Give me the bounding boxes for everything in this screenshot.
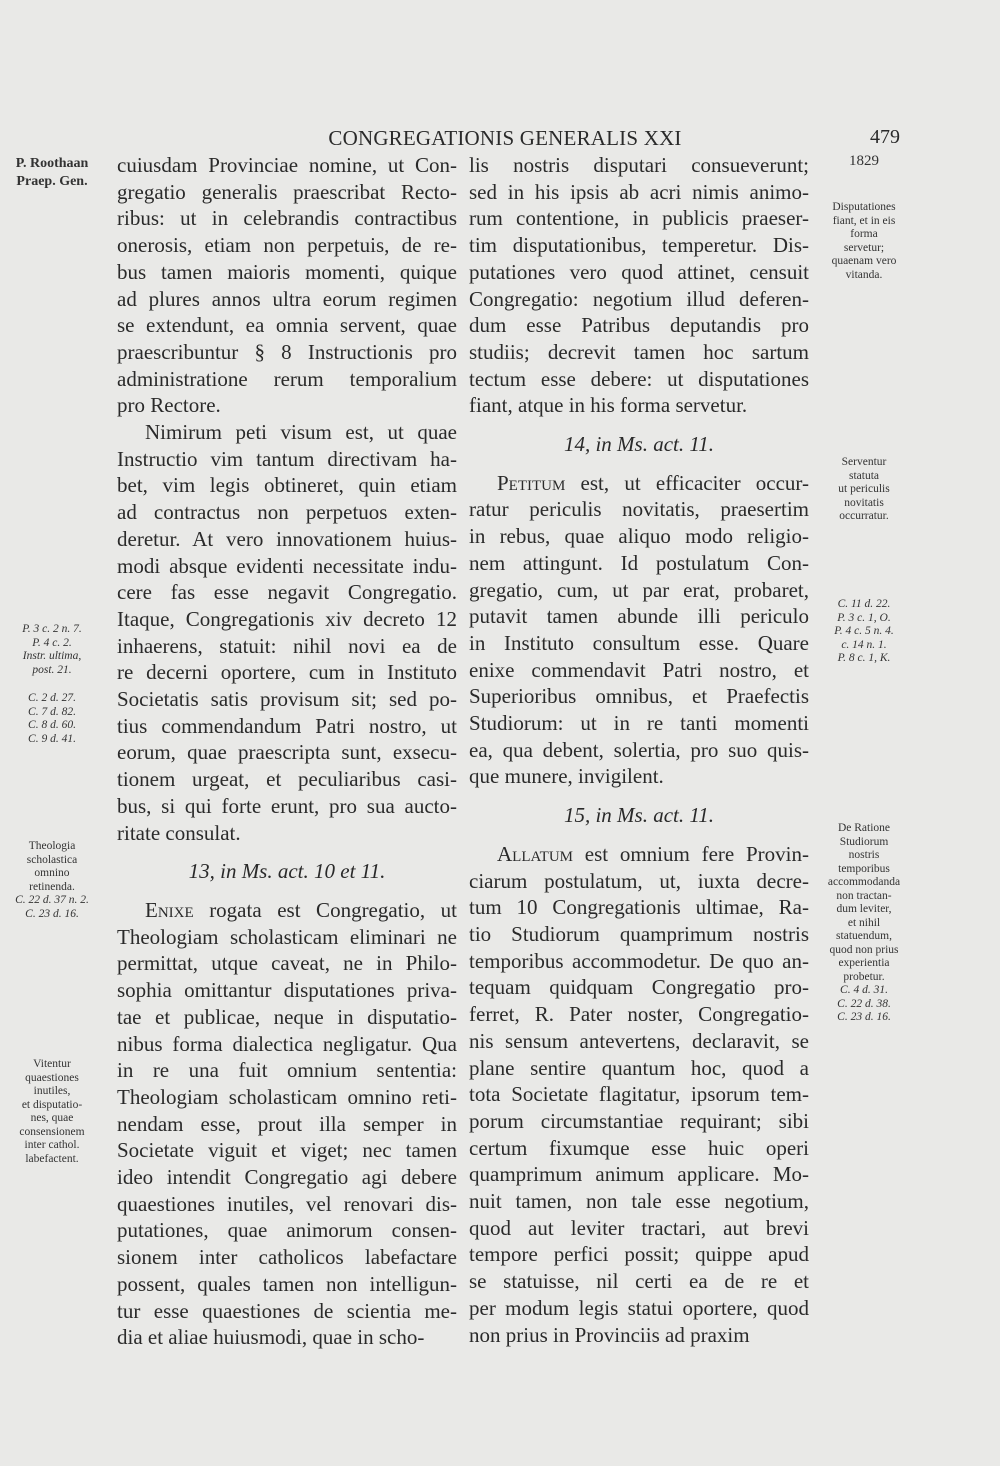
text-fragment: est omnium fere Provin-	[573, 841, 809, 866]
text-line: cuiusdam Provinciae nomine, ut Con-	[117, 153, 457, 177]
margin-line: C. 11 d. 22.	[837, 598, 891, 610]
text-line: nibus forma dialectica negligatur. Qua	[117, 1031, 457, 1056]
text-line: bet, vim legis obtineret, quin etiam	[117, 473, 457, 498]
text-line: in re una fuit omnium sententia:	[117, 1058, 457, 1083]
text-line: deretur. At vero innovationem huius-	[117, 526, 457, 551]
running-title: CONGREGATIONIS GENERALIS XXI	[328, 126, 682, 150]
text-line: ratur periculis novitatis, praesertim	[469, 497, 809, 522]
text-line: Societatis satis provisum sit; sed po-	[117, 687, 457, 712]
text-line: eorum, quae praescripta sunt, exsecu-	[117, 740, 457, 765]
margin-line: statuta	[848, 469, 880, 482]
text-line: pro Rectore.	[117, 393, 221, 418]
text-line: Nimirum peti visum est, ut quae	[145, 420, 457, 445]
margin-line: omnino	[34, 867, 70, 879]
margin-line: C. 2 d. 27.	[28, 692, 76, 704]
text-line: ad contractus non perpetuos exten-	[117, 500, 457, 525]
text-line: onerosis, etiam non perpetuis, de re-	[117, 233, 457, 258]
text-line: praescribuntur § 8 Instructionis pro	[117, 339, 457, 364]
margin-line: C. 7 d. 82.	[28, 705, 76, 718]
text-line: ribus: ut in celebrandis contractibus	[117, 206, 457, 231]
paragraph	[469, 152, 809, 419]
text-line: rum contentione, in publicis praeser-	[469, 206, 809, 231]
text-line: dum esse Patribus deputandis pro	[469, 313, 809, 338]
text-line: tim disputationibus, temperetur. Dis-	[469, 233, 809, 258]
text-line: tius commendandum Patri nostro, ut	[117, 713, 457, 738]
margin-line: forma	[850, 228, 878, 240]
margin-note-disputationes	[816, 201, 912, 282]
text-line: in Instituto consultum esse. Quare	[469, 630, 809, 655]
text-line: quamprimum animum applicare. Mo-	[469, 1162, 809, 1187]
margin-line: labefactent.	[25, 1152, 79, 1165]
text-line: lis nostris disputari consueverunt;	[469, 153, 809, 177]
margin-line: vitanda.	[845, 268, 883, 281]
margin-line: scholastica	[26, 853, 78, 866]
section-heading-15: 15, in Ms. act. 11.	[563, 803, 715, 828]
margin-line: Disputationes	[832, 201, 896, 213]
text-line: nis sensum antevertens, declaravit, se	[469, 1028, 809, 1053]
margin-line: quaestiones	[25, 1071, 79, 1084]
text-line: Theologiam scholasticam eliminari ne	[117, 924, 457, 949]
margin-line: consensionem	[19, 1125, 85, 1138]
text-line: dia et aliae huiusmodi, quae in scho-	[117, 1325, 425, 1350]
text-line: Congregatio: negotium illud deferen-	[469, 286, 809, 311]
margin-line: experientia	[838, 957, 890, 969]
margin-line: P. 4 c. 2.	[32, 636, 72, 649]
text-line: quaestiones inutiles, vel renovari dis-	[117, 1191, 457, 1216]
margin-line: inutiles,	[33, 1085, 71, 1097]
text-line	[469, 470, 809, 497]
margin-line: c. 14 n. 1.	[841, 638, 887, 651]
margin-line: servetur;	[843, 241, 885, 254]
text-line: tur esse quaestiones de scientia me-	[117, 1298, 457, 1323]
lead-word: Petitum	[497, 470, 566, 495]
page-number: 479	[870, 126, 900, 148]
text-line: ad plures annos ultra eorum regimen	[117, 286, 457, 311]
margin-line: quaenam vero	[831, 255, 897, 267]
text-line: gregatio generalis praescribat Recto-	[117, 179, 457, 204]
margin-note-year	[816, 155, 912, 169]
margin-note-vitentur	[6, 1058, 98, 1166]
text-line: putationes, quae animorum consen-	[117, 1218, 457, 1243]
text-line: ideo intendit Congregatio agi debere	[117, 1165, 457, 1190]
text-line: per modum legis statui oportere, quod	[469, 1295, 809, 1320]
lead-word: Allatum	[497, 841, 573, 866]
margin-line: Instr. ultima,	[22, 650, 82, 662]
margin-line: et nihil	[847, 916, 881, 929]
text-line: ciarum postulatum, ut, iuxta decre-	[469, 868, 809, 893]
text-line: cere fas esse negavit Congregatio.	[117, 580, 457, 605]
text-line: ritate consulat.	[117, 820, 241, 845]
text-line: re decerni oportere, cum in Instituto	[117, 660, 457, 685]
text-line: tum 10 Congregationis ultimae, Ra-	[469, 895, 809, 920]
paragraph	[117, 897, 457, 1351]
margin-line: non tractan-	[836, 889, 892, 902]
text-line: plane sentire quantum hoc, quod a	[469, 1055, 809, 1080]
margin-line: nes, quae	[30, 1112, 74, 1124]
margin-line: statuendum,	[836, 930, 892, 942]
text-line: Superioribus omnibus, et Praefectis	[469, 684, 809, 709]
text-line: tae et publicae, neque in disputatio-	[117, 1004, 457, 1029]
margin-note-serventur	[816, 456, 912, 524]
margin-line: C. 4 d. 31.	[840, 984, 888, 996]
margin-note-ratione	[816, 822, 912, 1025]
text-line: enixe commendavit Patri nostro, et	[469, 657, 809, 682]
margin-line: fiant, et in eis	[832, 214, 896, 227]
margin-line: quod non prius	[829, 943, 899, 956]
paragraph	[469, 841, 809, 1348]
section-heading-13: 13, in Ms. act. 10 et 11.	[188, 859, 386, 884]
section-heading-14: 14, in Ms. act. 11.	[563, 432, 715, 457]
text-line: se statuisse, nil certi ea de re et	[469, 1269, 809, 1294]
text-line: tectum esse debere: ut disputationes	[469, 366, 809, 391]
lead-word: Enixe	[145, 897, 194, 922]
text-line: certum fixumque esse huic operi	[469, 1135, 809, 1160]
margin-line: P. 8 c. 1, K.	[837, 652, 891, 664]
text-line: fiant, atque in his forma servetur.	[469, 393, 748, 418]
text-fragment: est, ut efficaciter occur-	[565, 470, 809, 495]
margin-note-refs	[6, 692, 98, 746]
text-line: in rebus, quae aliquo modo religio-	[469, 524, 809, 549]
margin-line: novitatis	[844, 496, 884, 509]
text-line: modi absque evidenti necessitate indu-	[117, 553, 457, 578]
margin-line: De Ratione	[837, 822, 891, 834]
text-line: bus tamen maioris momenti, quique	[117, 259, 457, 284]
text-line: que munere, invigilent.	[469, 764, 664, 789]
text-line: tionem urgeat, et peculiaribus casi-	[117, 767, 457, 792]
text-line: temporibus accommodetur. De quo an-	[469, 948, 809, 973]
paragraph	[117, 152, 457, 846]
margin-line: P. 3 c. 1, O.	[837, 611, 891, 624]
text-line: ea, qua debent, solertia, pro suo quis-	[469, 737, 809, 762]
margin-note-theologia	[6, 840, 98, 921]
margin-line: ut periculis	[838, 483, 890, 495]
margin-line: inter cathol.	[24, 1139, 80, 1151]
left-column	[117, 152, 457, 1351]
text-line	[469, 841, 809, 868]
text-line: tempore perfici possit; quippe apud	[469, 1242, 809, 1267]
text-line: bus, si qui forte erunt, pro sua aucto-	[117, 793, 457, 818]
text-fragment: rogata est Congregatio, ut	[193, 897, 457, 922]
margin-line: Praep. Gen.	[16, 174, 88, 189]
margin-note-general	[6, 155, 98, 191]
text-line: inhaerens, statuit: nihil novi ea de	[117, 633, 457, 658]
margin-line: dum leviter,	[836, 903, 892, 915]
margin-note-refs	[816, 598, 912, 666]
text-line: Theologiam scholasticam omnino reti-	[117, 1084, 457, 1109]
text-line: sophia omittantur disputationes priva-	[117, 978, 457, 1003]
margin-line: C. 22 d. 38.	[837, 997, 891, 1010]
text-line: sionem inter catholicos labefactare	[117, 1245, 457, 1270]
text-line: sed in his ipsis ab acri nimis animo-	[469, 179, 809, 204]
margin-line: nostris	[848, 849, 880, 861]
text-line: nuit tamen, non tale esse negotium,	[469, 1189, 809, 1214]
margin-line: post. 21.	[32, 663, 72, 676]
text-line: Instructio vim tantum directivam ha-	[117, 446, 457, 471]
right-column	[469, 152, 809, 1348]
margin-line: P. 3 c. 2 n. 7.	[22, 623, 82, 635]
margin-line: C. 23 d. 16.	[837, 1011, 891, 1023]
text-line: Societate viguit et viget; nec tamen	[117, 1138, 457, 1163]
text-line: permittat, utque caveat, ne in Philo-	[117, 951, 457, 976]
margin-line: C. 22 d. 37 n. 2.	[15, 894, 89, 906]
margin-line: Theologia	[28, 840, 76, 852]
text-line: Itaque, Congregationis xiv decreto 12	[117, 606, 457, 631]
margin-line: Vitentur	[33, 1058, 71, 1070]
text-line: quod aut leviter tractari, aut brevi	[469, 1215, 809, 1240]
text-line: gregatio, cum, ut par erat, probaret,	[469, 577, 809, 602]
margin-note-refs	[6, 623, 98, 677]
text-line: ferret, R. Pater noster, Congregatio-	[469, 1002, 809, 1027]
text-line: putationes vero quod attinet, censuit	[469, 259, 809, 284]
paragraph	[469, 470, 809, 790]
text-line: porum circumstantiae requirant; sibi	[469, 1108, 809, 1133]
margin-line: C. 8 d. 60.	[28, 719, 76, 731]
text-line: Studiorum: ut in re tanti momenti	[469, 711, 809, 736]
text-line: possent, quales tamen non intelligun-	[117, 1271, 457, 1296]
margin-line: et disputatio-	[21, 1098, 83, 1111]
margin-line: probetur.	[843, 970, 885, 983]
text-line: administratione rerum temporalium	[117, 366, 457, 391]
margin-line: occurratur.	[839, 510, 889, 522]
margin-line: P. 4 c. 5 n. 4.	[834, 625, 894, 637]
text-line: non prius in Provinciis ad praxim	[469, 1322, 750, 1347]
margin-line: C. 9 d. 41.	[28, 732, 76, 745]
margin-line: Studiorum	[839, 835, 889, 848]
margin-line: retinenda.	[29, 880, 75, 893]
text-line: putavit tamen abunde illi periculo	[469, 604, 809, 629]
margin-line: C. 23 d. 16.	[25, 907, 79, 920]
text-line: tequam quidquam Congregatio pro-	[469, 975, 809, 1000]
margin-line: accommodanda	[827, 876, 901, 888]
text-line: nendam esse, prout illa semper in	[117, 1111, 457, 1136]
margin-line: P. Roothaan	[15, 156, 89, 171]
text-line: studiis; decrevit tamen hoc sartum	[469, 339, 809, 364]
margin-line: temporibus	[838, 862, 890, 875]
text-line: nem attingunt. Id postulatum Con-	[469, 550, 809, 575]
text-line: se extendunt, ea omnia servent, quae	[117, 313, 457, 338]
text-line	[117, 897, 457, 924]
margin-year: 1829	[849, 153, 879, 169]
text-line: tota Societate flagitatur, ipsorum tem-	[469, 1082, 809, 1107]
margin-line: Serventur	[841, 456, 887, 468]
text-line: tio Studiorum quamprimum nostris	[469, 921, 809, 946]
